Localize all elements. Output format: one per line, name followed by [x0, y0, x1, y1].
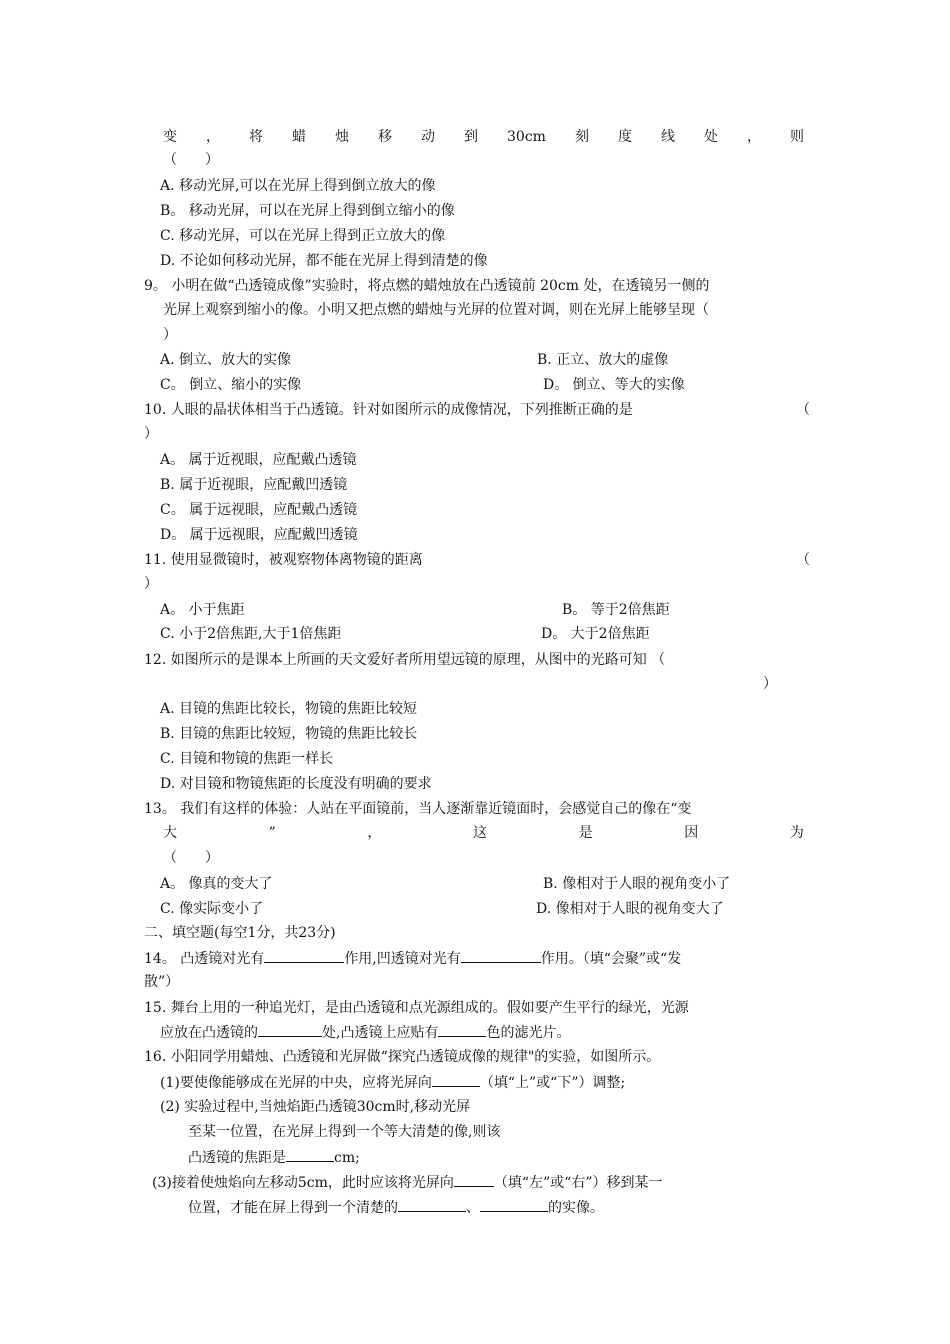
q9-stem: 9。 小明在做“凸透镜成像”实验时，将点燃的蜡烛放在凸透镜前 20cm 处，在透镜另一侧的	[144, 278, 710, 294]
q13-stem-char-5: 因	[684, 825, 699, 841]
q16-part-3-line-2	[188, 1197, 604, 1218]
q13-stem-char-3: 这	[473, 825, 488, 841]
q13-option-c: C. 像实际变小了	[160, 901, 264, 917]
q16-text-4c: 的实像。	[548, 1200, 604, 1216]
q8-stem-char-1: ，	[206, 129, 220, 145]
q11-option-a: A。 小于焦距	[160, 602, 245, 618]
q14-blank-2[interactable]	[461, 948, 541, 963]
q8-stem-char-2: 将	[249, 129, 263, 145]
q13-stem-char-4: 是	[578, 825, 593, 841]
q8-stem-char-0: 变	[163, 129, 177, 145]
q8-option-c: C. 移动光屏，可以在光屏上得到正立放大的像	[160, 228, 446, 244]
q13-stem-char-2: ，	[367, 825, 382, 841]
q16-text-2a: 凸透镜的焦距是	[188, 1150, 286, 1166]
q14-text-b: 作用,凹透镜对光有	[344, 951, 461, 967]
q10-option-a: A。 属于近视眼，应配戴凸透镜	[160, 452, 357, 468]
q8-stem-char-9: 刻	[574, 129, 589, 145]
q8-stem-char-11: 线	[660, 129, 675, 145]
q8-stem-line	[163, 127, 804, 147]
q16-part-2-line-2: 至某一位置，在光屏上得到一个等大清楚的像,则该	[188, 1124, 501, 1140]
q14-stem	[144, 948, 681, 969]
q9-option-d: D。 倒立、等大的实像	[543, 377, 685, 393]
q13-stem: 13。 我们有这样的体验：人站在平面镜前，当人逐渐靠近镜面时，会感觉自己的像在“变	[144, 801, 692, 817]
q16-text-2b: cm;	[334, 1150, 360, 1166]
q9-option-b: B. 正立、放大的虚像	[537, 352, 669, 368]
q11-paren-open: （	[796, 552, 810, 568]
q8-stem-char-5: 移	[378, 129, 392, 145]
q15-text-c: 色的滤光片。	[486, 1025, 571, 1041]
q8-stem-char-13: ，	[746, 129, 761, 145]
q8-stem-char-8: 30cm	[507, 129, 546, 145]
q15-stem-2	[160, 1022, 570, 1043]
q16-text-1a: (1)要使像能够成在光屏的中央，应将光屏向	[160, 1075, 432, 1091]
q9-stem-2: 光屏上观察到缩小的像。小明又把点燃的蜡烛与光屏的位置对调，则在光屏上能够呈现（	[163, 302, 709, 318]
q14-blank-1[interactable]	[264, 948, 344, 963]
q8-stem-char-12: 处	[703, 129, 718, 145]
q14-text-c: 作用。（填“会聚”或“发	[540, 951, 682, 967]
q13-option-a: A。 像真的变大了	[160, 876, 273, 892]
q11-option-d: D。 大于2倍焦距	[541, 626, 650, 642]
q10-option-d: D。 属于远视眼，应配戴凹透镜	[160, 527, 358, 543]
q13-stem-char-6: 为	[789, 825, 804, 841]
q11-option-b: B。 等于2倍焦距	[562, 602, 670, 618]
q16-part-3	[152, 1172, 663, 1193]
q12-paren-close: ）	[763, 676, 777, 692]
q16-blank-3[interactable]	[454, 1172, 494, 1187]
q16-blank-5[interactable]	[480, 1197, 548, 1212]
q16-blank-4[interactable]	[398, 1197, 466, 1212]
q16-part-2-line-3	[188, 1147, 360, 1168]
q16-part-2: (2) 实验过程中,当烛焰距凸透镜30cm时,移动光屏	[160, 1099, 471, 1115]
q10-paren-open: （	[796, 402, 810, 418]
q12-option-d: D. 对目镜和物镜焦距的长度没有明确的要求	[160, 776, 432, 792]
q11-option-c: C. 小于2倍焦距,大于1倍焦距	[160, 626, 342, 642]
q14-stem-2: 散”）	[144, 974, 180, 990]
q16-text-3a: (3)接着使烛焰向左移动5cm，此时应该将光屏向	[152, 1175, 454, 1191]
q13-stem-char-0: 大	[163, 825, 177, 841]
q12-stem: 12. 如图所示的是课本上所画的天文爱好者所用望远镜的原理，从图中的光路可知 （	[144, 652, 666, 668]
q14-text-a: 14。 凸透镜对光有	[144, 951, 265, 967]
q16-stem: 16. 小阳同学用蜡烛、凸透镜和光屏做“探究凸透镜成像的规律"的实验，如图所示。	[144, 1049, 661, 1065]
q15-stem: 15. 舞台上用的一种追光灯，是由凸透镜和点光源组成的。假如要产生平行的绿光，光源	[144, 1000, 689, 1016]
q16-text-1b: （填“上”或“下”）调整;	[479, 1075, 626, 1091]
q16-text-4a: 位置，才能在屏上得到一个清楚的	[188, 1200, 398, 1216]
q15-blank-2[interactable]	[438, 1022, 486, 1037]
q13-paren: （ ）	[163, 850, 219, 866]
q12-option-c: C. 目镜和物镜的焦距一样长	[160, 751, 334, 767]
q11-stem: 11. 使用显微镜时，被观察物体离物镜的距离	[144, 552, 423, 568]
q8-paren: （ ）	[163, 152, 219, 168]
q16-part-1	[160, 1072, 625, 1093]
q10-option-c: C。 属于远视眼，应配戴凸透镜	[160, 502, 358, 518]
q12-option-b: B. 目镜的焦距比较短，物镜的焦距比较长	[160, 726, 418, 742]
q15-text-b: 处,凸透镜上应贴有	[322, 1025, 439, 1041]
q8-option-b: B。 移动光屏，可以在光屏上得到倒立缩小的像	[160, 203, 455, 219]
q8-stem-char-7: 到	[464, 129, 478, 145]
q13-stem-2	[163, 823, 804, 843]
q16-blank-2[interactable]	[286, 1147, 334, 1162]
q10-stem: 10. 人眼的晶状体相当于凸透镜。针对如图所示的成像情况，下列推断正确的是	[144, 402, 633, 418]
q13-stem-char-1: ”	[268, 825, 276, 841]
q10-paren-close: ）	[144, 426, 158, 442]
section-title-fill-in: 二、填空题(每空1分，共23分)	[144, 925, 336, 941]
q8-stem-char-10: 度	[617, 129, 632, 145]
q15-text-a: 应放在凸透镜的	[160, 1025, 258, 1041]
q11-paren-close: ）	[144, 576, 158, 592]
q15-blank-1[interactable]	[258, 1022, 322, 1037]
q8-stem-char-4: 烛	[335, 129, 349, 145]
q8-option-d: D. 不论如何移动光屏，都不能在光屏上得到清楚的像	[160, 253, 488, 269]
q8-option-a: A. 移动光屏,可以在光屏上得到倒立放大的像	[160, 178, 436, 194]
q13-option-b: B. 像相对于人眼的视角变小了	[543, 876, 731, 892]
q12-option-a: A. 目镜的焦距比较长，物镜的焦距比较短	[160, 701, 418, 717]
q8-stem-char-14: 则	[789, 129, 804, 145]
q16-text-3b: （填“左”或“右”）移到某一	[493, 1175, 663, 1191]
q16-text-4b: 、	[466, 1200, 480, 1216]
q10-option-b: B. 属于近视眼，应配戴凹透镜	[160, 477, 348, 493]
q16-blank-1[interactable]	[432, 1072, 480, 1087]
q9-option-c: C。 倒立、缩小的实像	[160, 377, 302, 393]
q8-stem-char-3: 蜡	[292, 129, 306, 145]
q9-option-a: A. 倒立、放大的实像	[160, 352, 292, 368]
q8-stem-char-6: 动	[421, 129, 435, 145]
q9-stem-3: ）	[163, 327, 177, 343]
q13-option-d: D. 像相对于人眼的视角变大了	[536, 901, 724, 917]
